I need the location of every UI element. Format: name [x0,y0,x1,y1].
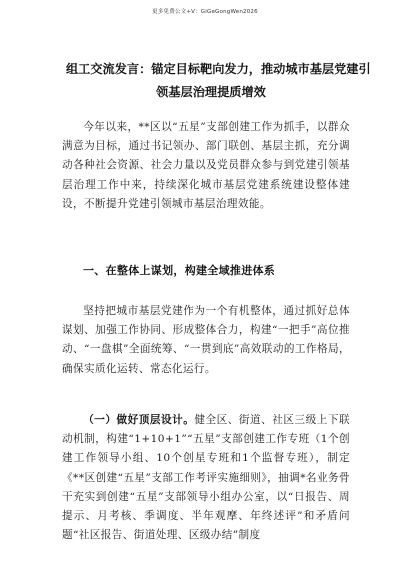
subsection1-text: 健全区、街道、社区三级上下联动机制，构建“1+10+1”“五星”支部创建工作专班（1个创建工作领导小组、10个创星专班和1个监督专班），制定《**区创建“五星”支部工作考评实施细则》，抽调*名业务骨干充实到创建“五星”支部领导小组办公室，以“日报告、周提示、月考核、季调度、半年观摩、年终述评”和矛盾问题“社区报告、街道处理、区级办结”制度 [62,414,351,542]
section-heading-1: 一、在整体上谋划，构建全域推进体系 [83,264,276,277]
document-title [66,58,371,104]
subsection1-lead: （一）做好顶层设计。 [83,414,195,426]
header-note: 更多免费公文+V：GiGeGongWen2026 [152,9,258,15]
intro-paragraph: 今年以来，**区以“五星”支部创建工作为抓手，以群众满意为目标，通过书记领办、部门联创、基层主抓，充分调动各种社会资源、社会力量以及党员群众参与到党建引领基层治理工作中来，持续深化城市基层党建系统建设整体建设，不断提升党建引领城市基层治理效能。 [62,121,350,210]
title-line-1: 组工交流发言：锚定目标靶向发力，推动城市基层党建引 [66,62,371,76]
subsection1-paragraph [62,411,350,581]
title-line-2: 领基层治理提质增效 [156,85,266,99]
section1-paragraph: 坚持把城市基层党建作为一个有机整体，通过抓好总体谋划、加强工作协同、形成整体合力，构建“一把手”高位推动、“一盘棋”全面统筹、“一贯到底”高效联动的工作格局，确保实质化运转、常态化运行。 [62,305,350,375]
